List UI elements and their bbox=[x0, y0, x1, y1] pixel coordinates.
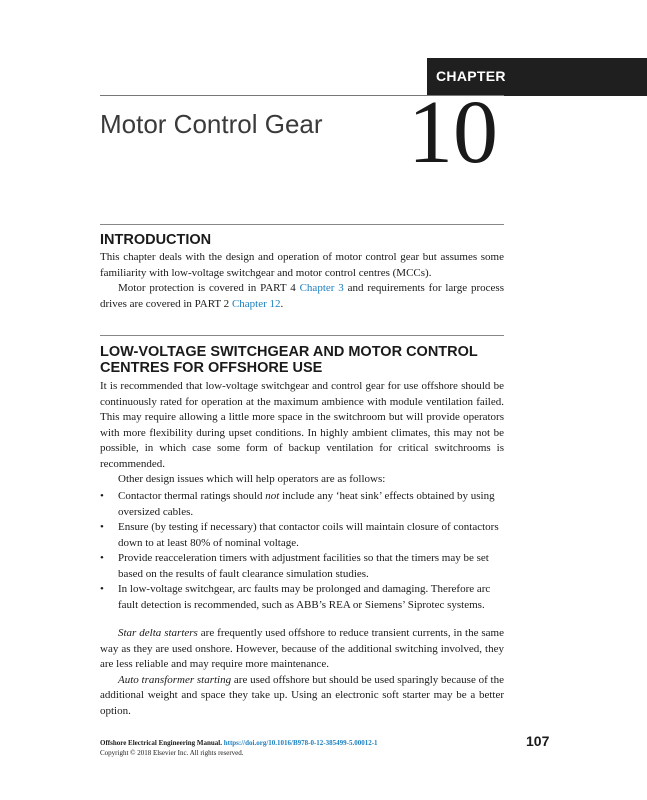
section-divider bbox=[100, 335, 504, 336]
introduction-paragraph-2 bbox=[100, 281, 504, 312]
introduction-heading: INTRODUCTION bbox=[100, 232, 212, 248]
list-item-text: Contactor thermal ratings should bbox=[118, 490, 266, 502]
list-item bbox=[100, 520, 504, 551]
starter-paragraphs bbox=[100, 626, 504, 719]
chapter-3-link[interactable]: Chapter 3 bbox=[299, 282, 344, 294]
list-item-text-end: include any ‘heat sink’ effects obtained by using oversized cables. bbox=[118, 490, 495, 518]
list-item-emphasis: not bbox=[265, 490, 280, 502]
intro-p2-text-end: . bbox=[280, 297, 284, 310]
bullet-icon: • bbox=[100, 521, 104, 533]
lv-switchgear-body bbox=[100, 379, 504, 488]
intro-p2-text: Motor protection is covered in PART 4 bbox=[118, 282, 300, 294]
list-item-text: Ensure (by testing if necessary) that contactor coils will maintain closure of contactors down to at least 80% of nominal voltage. bbox=[118, 521, 499, 549]
bullet-icon: • bbox=[100, 583, 104, 595]
chapter-title: Motor Control Gear bbox=[100, 109, 323, 139]
auto-transformer-text: are used offshore but should be used sparingly because of the additional weight and space they take up. Using an electronic soft starter may be a better option. bbox=[100, 673, 504, 717]
section-divider bbox=[100, 224, 504, 225]
auto-transformer-term: Auto transformer starting bbox=[118, 673, 232, 686]
star-delta-paragraph bbox=[100, 626, 504, 673]
page-number: 107 bbox=[526, 733, 550, 749]
chapter-label: CHAPTER bbox=[436, 68, 506, 84]
book-title: Offshore Electrical Engineering Manual. bbox=[100, 739, 222, 747]
chapter-12-link[interactable]: Chapter 12 bbox=[231, 297, 281, 310]
lv-switchgear-heading: LOW-VOLTAGE SWITCHGEAR AND MOTOR CONTROL CENTRES FOR OFFSHORE USE bbox=[100, 344, 478, 376]
intro-p2-text-middle: and requirements for large process drives are covered in PART 2 bbox=[100, 282, 504, 310]
introduction-body bbox=[100, 250, 504, 312]
list-item bbox=[100, 551, 504, 582]
bullet-icon: • bbox=[100, 490, 104, 502]
chapter-number: 10 bbox=[408, 83, 498, 182]
page-footer bbox=[100, 738, 378, 758]
auto-transformer-paragraph bbox=[100, 673, 504, 720]
bullet-icon: • bbox=[100, 552, 104, 564]
star-delta-term: Star delta starters bbox=[118, 627, 198, 639]
star-delta-text: are frequently used offshore to reduce transient currents, in the same way as they are used onshore. However, because of the additional switching involved, they are less reliable and may require more maintenance. bbox=[100, 627, 505, 670]
lv-paragraph-2: Other design issues which will help operators are as follows: bbox=[118, 473, 386, 485]
lv-paragraph-1: It is recommended that low-voltage switchgear and control gear for use offshore should be continuously rated for operation at the maximum ambience with module ventilation failed. This may require allowing a little more space in the switchroom but will provide operators with more flexibility during upset conditions. In highly ambient climates, this may not be possible, in which case some form of backup ventilation for critical switchrooms is recommended. bbox=[100, 380, 504, 470]
list-item-text: Provide reacceleration timers with adjustment facilities so that the timers may be set based on the results of fault clearance simulation studies. bbox=[118, 552, 489, 580]
introduction-paragraph-1: This chapter deals with the design and operation of motor control gear but assumes some familiarity with low-voltage switchgear and motor control centres (MCCs). bbox=[100, 251, 504, 279]
list-item bbox=[100, 582, 504, 613]
design-issues-list bbox=[100, 489, 504, 613]
doi-link[interactable]: https://doi.org/10.1016/B978-0-12-385499-5.00012-1 bbox=[223, 739, 378, 747]
list-item bbox=[100, 489, 504, 520]
list-item-text: In low-voltage switchgear, arc faults may be prolonged and damaging. Therefore arc fault detection is recommended, such as ABB’s REA or Siemens’ Siprotec systems. bbox=[118, 583, 491, 611]
copyright-notice: Copyright © 2018 Elsevier Inc. All rights reserved. bbox=[100, 749, 244, 757]
